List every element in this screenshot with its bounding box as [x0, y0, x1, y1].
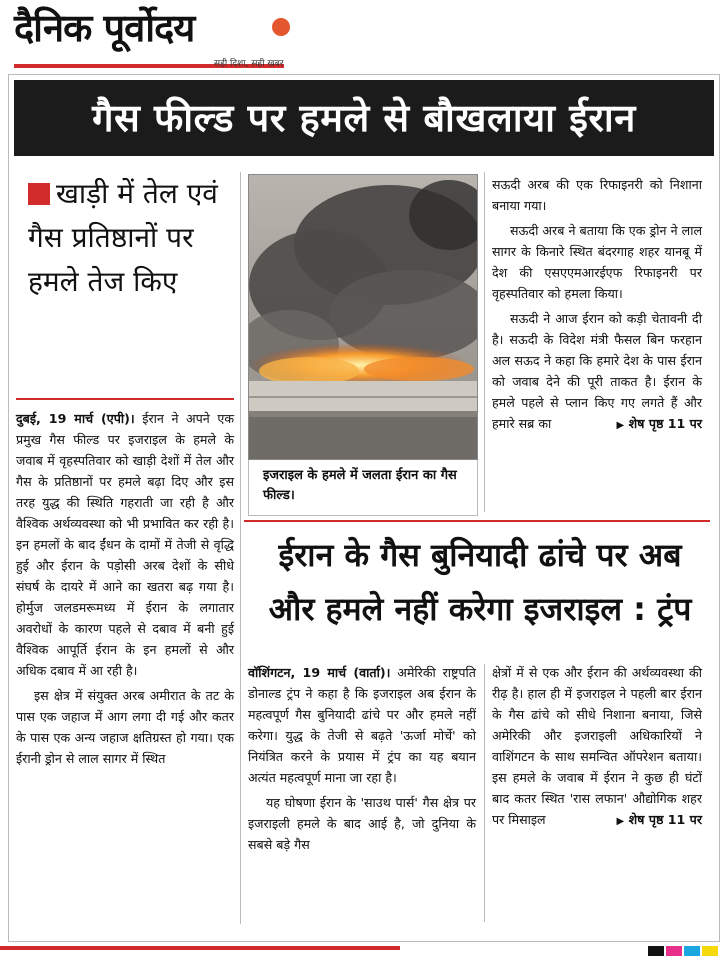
main-headline-bar: [14, 80, 714, 156]
gas-field-fire-photo: [248, 174, 478, 460]
story1-paragraph-3: सऊदी अरब की एक रिफाइनरी को निशाना बनाया गया।: [492, 177, 702, 213]
story2-paragraph-1: [248, 662, 476, 788]
column-divider-1: [240, 172, 241, 924]
story2-column-1: [248, 662, 476, 922]
play-arrow-icon: ▶: [616, 816, 625, 827]
subhead-rule: [16, 398, 234, 400]
story2-paragraph-2: यह घोषणा ईरान के 'साउथ पार्स' गैस क्षेत्र पर इजराइली हमले के बाद आई है, जो दुनिया के सबसे बड़े गैस: [248, 795, 476, 852]
black-swatch: [648, 946, 664, 956]
play-arrow-icon: ▶: [616, 420, 625, 431]
photo-caption: इजराइल के हमले में जलता ईरान का गैस फील्ड।: [248, 460, 478, 516]
bullet-square-icon: [28, 183, 50, 205]
bottom-red-line: [0, 946, 400, 950]
story2-paragraph-3: [492, 662, 702, 830]
cyan-swatch: [684, 946, 700, 956]
story2-dateline: वाॅशिंगटन, 19 मार्च (वार्ता)।: [248, 665, 391, 680]
newspaper-logo: दैनिक पूर्वोदय: [14, 6, 195, 50]
story2-headline-line-1: ईरान के गैस बुनियादी ढांचे पर अब: [278, 536, 682, 574]
print-registration-bar: [0, 946, 728, 956]
story1-column-2: [492, 174, 702, 514]
story2-headline: [250, 528, 710, 636]
story1-subhead: [28, 172, 228, 304]
magenta-swatch: [666, 946, 682, 956]
masthead-tagline: सही दिशा, सही खबर: [214, 59, 284, 69]
masthead: [14, 6, 314, 74]
story2-headline-line-2: और हमले नहीं करेगा इजराइल : ट्रंप: [268, 590, 692, 628]
story1-paragraph-4: सऊदी अरब ने बताया कि एक ड्रोन ने लाल सागर के किनारे स्थित बंदरगाह शहर यानबू में देश की एसएएमआरईएफ रिफाइनरी पर वृहस्पतिवार को हमला किया।: [492, 223, 702, 301]
story1-paragraph-5: [492, 308, 702, 434]
story1-paragraph-2: इस क्षेत्र में संयुक्त अरब अमीरात के तट के पास एक जहाज में आग लगा दी गई और कतर के पास एक अन्य जहाज क्षतिग्रस्त हो गया। एक ईरानी ड्रोन से लाल सागर में स्थित: [16, 688, 234, 766]
story2-p3-text: क्षेत्रों में से एक और ईरान की अर्थव्यवस्था की रीढ़ है। हाल ही में इजराइल ने पहली बार ईरान के गैस ढांचे को सीधे निशाना बनाया, जिसे अमेरिकी और इजराइली अधिकारियों ने वाशिंगटन के साथ समन्वित ऑपरेशन बताया। इस हमले के जवाब में ईरान ने कुछ ही घंटों बाद कतर स्थित 'रास लफान' औद्योगिक शहर पर मिसाइल: [492, 665, 702, 827]
story1-p1-text: ईरान ने अपने एक प्रमुख गैस फील्ड पर इजराइल के हमले के जवाब में वृहस्पतिवार को खाड़ी देशों में तेल और गैस के प्रतिष्ठानों पर हमले बढ़ा दिए और इस तरह युद्ध की स्थिति गहराती जा रही है और वैश्विक अर्थव्यवस्था को भी प्रभावित कर रही है। इन हमलों के बाद ईंधन के दामों में तेजी से वृद्धि हुई और ईरान के पड़ोसी अरब देशों के सीधे संघर्ष के दायरे में आने का खतरा बढ़ गया है। होर्मुज जलडमरूमध्य में ईरान के लगातार अवरोधों के कारण पहले से दबाव में बनी हुई वैश्विक आपूर्ति ईरान के इन हमलों से और अधिक दबाव में आ रही है।: [16, 411, 234, 678]
story2-continued-text: शेष पृष्ठ 11 पर: [628, 812, 702, 827]
story1-continued-link[interactable]: [599, 413, 703, 436]
story2-column-2: [492, 662, 702, 922]
story1-continued-text: शेष पृष्ठ 11 पर: [628, 416, 702, 431]
story1-paragraph-1: [16, 408, 234, 681]
main-headline: गैस फील्ड पर हमले से बौखलाया ईरान: [92, 96, 636, 140]
story2-p1-text: अमेरिकी राष्ट्रपति डोनाल्ड ट्रंप ने कहा है कि इजराइल अब ईरान के महत्वपूर्ण गैस बुनियादी ढांचे पर और हमले नहीं करेगा। युद्ध के तेजी से बढ़ते 'ऊर्जा मोर्चे' को नियंत्रित करने के प्रयास में ट्रंप का यह बयान अत्यंत महत्वपूर्ण माना जा रहा है।: [248, 665, 476, 785]
story1-p5-text: सऊदी ने आज ईरान को कड़ी चेतावनी दी है। सऊदी के विदेश मंत्री फैसल बिन फरहान अल सऊद ने कहा कि हमारे देश के पास ईरान को जवाब देने की पूरी ताकत है। ईरान के हमले पहले से प्लान किए गए लगते हैं और हमारे सब्र का: [492, 311, 702, 431]
fire-smoke-image: [249, 175, 478, 460]
column-divider-2: [484, 172, 485, 512]
yellow-swatch: [702, 946, 718, 956]
column-divider-3: [484, 664, 485, 922]
story2-top-rule: [244, 520, 710, 522]
story2-continued-link[interactable]: [617, 809, 703, 832]
story1-subhead-text: खाड़ी में तेल एवं गैस प्रतिष्ठानों पर हमले तेज किए: [28, 177, 218, 298]
story1-column-1: [16, 408, 234, 928]
story1-dateline: दुबई, 19 मार्च (एपी)।: [16, 411, 135, 426]
logo-dot-icon: [272, 18, 290, 36]
